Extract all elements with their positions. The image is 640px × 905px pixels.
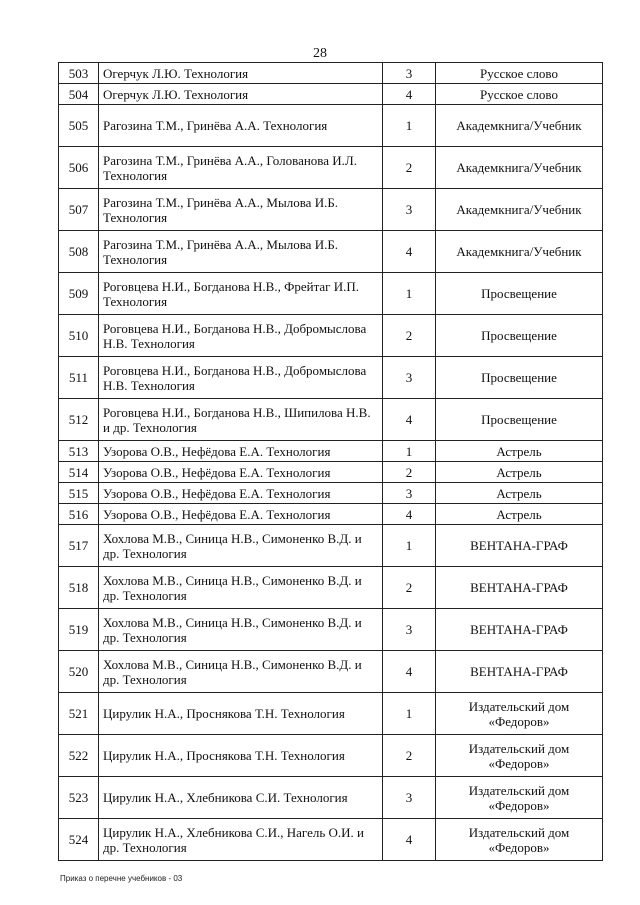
grade: 3 (383, 357, 436, 399)
book-title: Хохлова М.В., Синица Н.В., Симоненко В.Д. и др. Технология (99, 651, 383, 693)
grade: 3 (383, 189, 436, 231)
publisher: Астрель (436, 441, 603, 462)
publisher: Русское слово (436, 84, 603, 105)
publisher: Просвещение (436, 273, 603, 315)
grade: 1 (383, 273, 436, 315)
publisher: Просвещение (436, 357, 603, 399)
publisher: ВЕНТАНА-ГРАФ (436, 567, 603, 609)
table-row (59, 609, 603, 651)
table-row (59, 231, 603, 273)
book-title: Рагозина Т.М., Гринёва А.А., Голованова И.Л. Технология (99, 147, 383, 189)
table-row (59, 525, 603, 567)
table-row (59, 147, 603, 189)
publisher: Издательский дом «Федоров» (436, 819, 603, 861)
page-number: 28 (313, 46, 327, 61)
table-row (59, 693, 603, 735)
book-title: Цирулик Н.А., Хлебникова С.И., Нагель О.И. и др. Технология (99, 819, 383, 861)
publisher: Академкнига/Учебник (436, 147, 603, 189)
publisher: Издательский дом «Федоров» (436, 735, 603, 777)
grade: 4 (383, 504, 436, 525)
table-row (59, 357, 603, 399)
grade: 3 (383, 483, 436, 504)
book-title: Узорова О.В., Нефёдова Е.А. Технология (99, 462, 383, 483)
grade: 2 (383, 315, 436, 357)
row-number: 511 (59, 357, 99, 399)
table-row (59, 189, 603, 231)
book-title: Огерчук Л.Ю. Технология (99, 63, 383, 84)
row-number: 509 (59, 273, 99, 315)
book-title: Роговцева Н.И., Богданова Н.В., Добромыслова Н.В. Технология (99, 357, 383, 399)
table-row (59, 462, 603, 483)
table-row (59, 441, 603, 462)
row-number: 514 (59, 462, 99, 483)
publisher: Просвещение (436, 315, 603, 357)
grade: 2 (383, 462, 436, 483)
table-row (59, 315, 603, 357)
publisher: ВЕНТАНА-ГРАФ (436, 525, 603, 567)
publisher: Астрель (436, 504, 603, 525)
table-row (59, 735, 603, 777)
publisher: Просвещение (436, 399, 603, 441)
row-number: 522 (59, 735, 99, 777)
row-number: 507 (59, 189, 99, 231)
row-number: 503 (59, 63, 99, 84)
book-title: Роговцева Н.И., Богданова Н.В., Добромыслова Н.В. Технология (99, 315, 383, 357)
row-number: 524 (59, 819, 99, 861)
publisher: Академкнига/Учебник (436, 189, 603, 231)
grade: 2 (383, 147, 436, 189)
row-number: 513 (59, 441, 99, 462)
table-row (59, 504, 603, 525)
table-row (59, 63, 603, 84)
table-row (59, 567, 603, 609)
book-title: Хохлова М.В., Синица Н.В., Симоненко В.Д. и др. Технология (99, 567, 383, 609)
book-title: Узорова О.В., Нефёдова Е.А. Технология (99, 483, 383, 504)
publisher: Русское слово (436, 63, 603, 84)
publisher: Астрель (436, 462, 603, 483)
grade: 4 (383, 399, 436, 441)
book-title: Цирулик Н.А., Проснякова Т.Н. Технология (99, 693, 383, 735)
row-number: 506 (59, 147, 99, 189)
book-title: Огерчук Л.Ю. Технология (99, 84, 383, 105)
grade: 3 (383, 777, 436, 819)
table-row (59, 651, 603, 693)
row-number: 512 (59, 399, 99, 441)
grade: 3 (383, 609, 436, 651)
table-row (59, 105, 603, 147)
table-row (59, 777, 603, 819)
grade: 2 (383, 735, 436, 777)
document-footer: Приказ о перечне учебников - 03 (60, 874, 183, 883)
book-title: Цирулик Н.А., Хлебникова С.И. Технология (99, 777, 383, 819)
table-row (59, 84, 603, 105)
book-title: Хохлова М.В., Синица Н.В., Симоненко В.Д. и др. Технология (99, 525, 383, 567)
row-number: 516 (59, 504, 99, 525)
grade: 3 (383, 63, 436, 84)
textbook-table (58, 62, 603, 861)
grade: 2 (383, 567, 436, 609)
grade: 4 (383, 231, 436, 273)
grade: 1 (383, 441, 436, 462)
publisher: ВЕНТАНА-ГРАФ (436, 651, 603, 693)
book-title: Рагозина Т.М., Гринёва А.А., Мылова И.Б. Технология (99, 231, 383, 273)
grade: 1 (383, 525, 436, 567)
table-row (59, 483, 603, 504)
book-title: Узорова О.В., Нефёдова Е.А. Технология (99, 504, 383, 525)
book-title: Хохлова М.В., Синица Н.В., Симоненко В.Д. и др. Технология (99, 609, 383, 651)
row-number: 520 (59, 651, 99, 693)
grade: 4 (383, 84, 436, 105)
grade: 1 (383, 105, 436, 147)
row-number: 505 (59, 105, 99, 147)
book-title: Узорова О.В., Нефёдова Е.А. Технология (99, 441, 383, 462)
row-number: 517 (59, 525, 99, 567)
book-title: Роговцева Н.И., Богданова Н.В., Шипилова Н.В. и др. Технология (99, 399, 383, 441)
grade: 1 (383, 693, 436, 735)
book-title: Роговцева Н.И., Богданова Н.В., Фрейтаг И.П. Технология (99, 273, 383, 315)
row-number: 510 (59, 315, 99, 357)
row-number: 515 (59, 483, 99, 504)
publisher: Академкнига/Учебник (436, 105, 603, 147)
table-row (59, 819, 603, 861)
book-title: Рагозина Т.М., Гринёва А.А. Технология (99, 105, 383, 147)
publisher: Астрель (436, 483, 603, 504)
row-number: 523 (59, 777, 99, 819)
publisher: Издательский дом «Федоров» (436, 693, 603, 735)
grade: 4 (383, 819, 436, 861)
grade: 4 (383, 651, 436, 693)
publisher: Академкнига/Учебник (436, 231, 603, 273)
row-number: 521 (59, 693, 99, 735)
publisher: ВЕНТАНА-ГРАФ (436, 609, 603, 651)
row-number: 504 (59, 84, 99, 105)
row-number: 518 (59, 567, 99, 609)
book-title: Цирулик Н.А., Проснякова Т.Н. Технология (99, 735, 383, 777)
publisher: Издательский дом «Федоров» (436, 777, 603, 819)
table-row (59, 273, 603, 315)
book-title: Рагозина Т.М., Гринёва А.А., Мылова И.Б. Технология (99, 189, 383, 231)
table-row (59, 399, 603, 441)
row-number: 519 (59, 609, 99, 651)
row-number: 508 (59, 231, 99, 273)
